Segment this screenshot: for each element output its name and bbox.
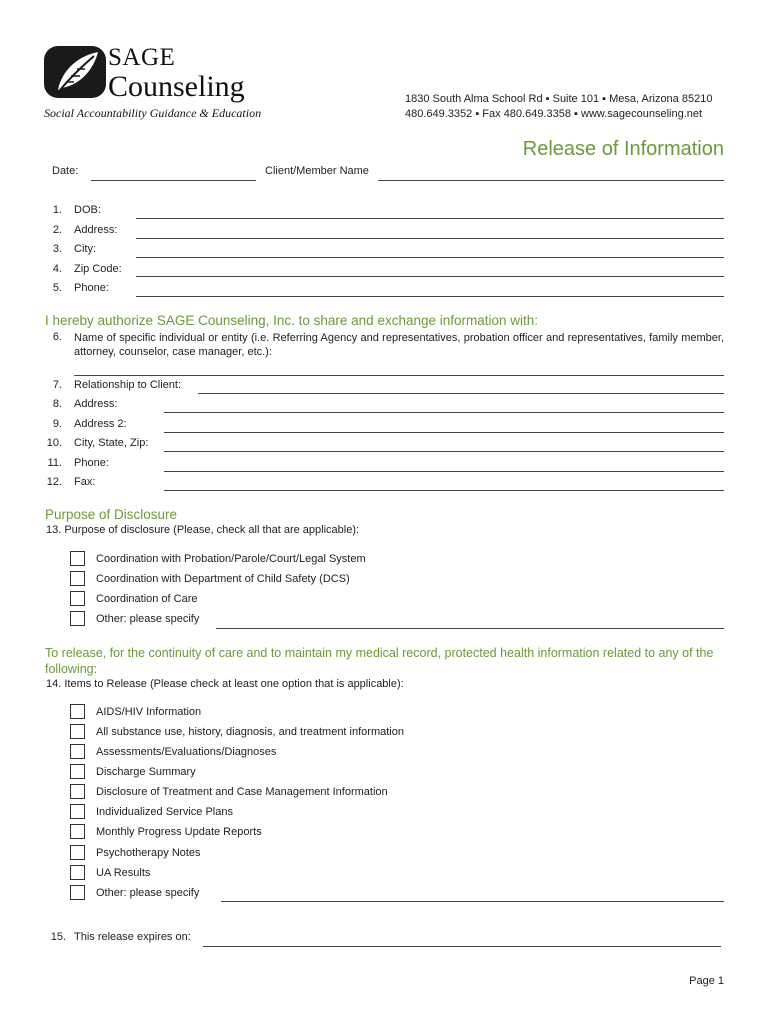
recipient-fax-field[interactable] bbox=[164, 490, 724, 491]
item-number: 15. bbox=[50, 931, 66, 943]
field-label: DOB: bbox=[74, 204, 101, 216]
item-number: 6. bbox=[52, 331, 62, 343]
logo-name-top: SAGE bbox=[108, 44, 176, 71]
item-number: 4. bbox=[52, 263, 62, 275]
recipient-phone-field[interactable] bbox=[164, 471, 724, 472]
item14-instructions: 14. Items to Release (Please check at least one option that is applicable): bbox=[46, 678, 404, 690]
item6-instructions: Name of specific individual or entity (i.e. Referring Agency and representatives, probation officer and representatives, family member, attorney, counselor, case manager, etc.): bbox=[74, 332, 724, 358]
field-label: Phone: bbox=[74, 282, 109, 294]
item-number: 3. bbox=[52, 243, 62, 255]
item-number: 2. bbox=[52, 224, 62, 236]
option-label: Other: please specify bbox=[96, 613, 200, 625]
option-label: Monthly Progress Update Reports bbox=[96, 826, 262, 838]
checkbox[interactable] bbox=[70, 704, 85, 719]
field-label: City: bbox=[74, 243, 96, 255]
item-number: 10. bbox=[46, 437, 62, 449]
logo bbox=[44, 44, 284, 124]
logo-name-bottom: Counseling bbox=[108, 70, 245, 103]
option-label: All substance use, history, diagnosis, and treatment information bbox=[96, 726, 404, 738]
page-number: Page 1 bbox=[689, 975, 724, 987]
field-label: Zip Code: bbox=[74, 263, 122, 275]
option-label: Coordination with Probation/Parole/Court/Legal System bbox=[96, 553, 366, 565]
item-number: 12. bbox=[46, 476, 62, 488]
client-name-label: Client/Member Name bbox=[265, 165, 369, 177]
item-number: 5. bbox=[52, 282, 62, 294]
dob-field[interactable] bbox=[136, 218, 724, 219]
date-label: Date: bbox=[52, 165, 79, 177]
option-label: Psychotherapy Notes bbox=[96, 847, 201, 859]
authorize-heading: I hereby authorize SAGE Counseling, Inc. to share and exchange information with: bbox=[45, 313, 539, 328]
field-label: Address: bbox=[74, 224, 118, 236]
page-title: Release of Information bbox=[522, 138, 724, 160]
checkbox[interactable] bbox=[70, 611, 85, 626]
zip-code-field[interactable] bbox=[136, 276, 724, 277]
option-label: AIDS/HIV Information bbox=[96, 706, 202, 718]
header-address: 1830 South Alma School Rd ▪ Suite 101 ▪ Mesa, Arizona 85210 bbox=[405, 93, 713, 105]
relationship-field[interactable] bbox=[198, 393, 724, 394]
checkbox[interactable] bbox=[70, 764, 85, 779]
option-label: UA Results bbox=[96, 867, 151, 879]
item-number: 1. bbox=[52, 204, 62, 216]
checkbox[interactable] bbox=[70, 845, 85, 860]
item13-instructions: 13. Purpose of disclosure (Please, check all that are applicable): bbox=[46, 524, 360, 536]
checkbox[interactable] bbox=[70, 591, 85, 606]
release-heading: To release, for the continuity of care and to maintain my medical record, protected health information related to any of the following: bbox=[45, 646, 714, 676]
checkbox[interactable] bbox=[70, 885, 85, 900]
recipient-address-field[interactable] bbox=[164, 412, 724, 413]
client-name-field[interactable] bbox=[378, 180, 724, 181]
option-label: Coordination with Department of Child Safety (DCS) bbox=[96, 573, 350, 585]
field-label: Phone: bbox=[74, 457, 109, 469]
option-label: Discharge Summary bbox=[96, 766, 196, 778]
recipient-name-field[interactable] bbox=[74, 375, 724, 376]
phone-field[interactable] bbox=[136, 296, 724, 297]
checkbox[interactable] bbox=[70, 744, 85, 759]
item-number: 7. bbox=[52, 379, 62, 391]
item-number: 9. bbox=[52, 418, 62, 430]
option-label: Assessments/Evaluations/Diagnoses bbox=[96, 746, 277, 758]
expires-label: This release expires on: bbox=[74, 931, 191, 943]
item-number: 11. bbox=[47, 457, 62, 469]
recipient-city-state-zip-field[interactable] bbox=[164, 451, 724, 452]
option-label: Disclosure of Treatment and Case Management Information bbox=[96, 786, 388, 798]
address-field[interactable] bbox=[136, 238, 724, 239]
recipient-address2-field[interactable] bbox=[164, 432, 724, 433]
logo-tagline: Social Accountability Guidance & Education bbox=[44, 106, 262, 120]
date-field[interactable] bbox=[91, 180, 256, 181]
leaf-logo-icon bbox=[44, 46, 106, 98]
city-field[interactable] bbox=[136, 257, 724, 258]
checkbox[interactable] bbox=[70, 784, 85, 799]
checkbox[interactable] bbox=[70, 724, 85, 739]
option-label: Coordination of Care bbox=[96, 593, 198, 605]
field-label: Fax: bbox=[74, 476, 96, 488]
field-label: Address: bbox=[74, 398, 118, 410]
checkbox[interactable] bbox=[70, 824, 85, 839]
field-label: City, State, Zip: bbox=[74, 437, 149, 449]
header-contact: 480.649.3352 ▪ Fax 480.649.3358 ▪ www.sagecounseling.net bbox=[405, 108, 703, 120]
option-label: Other: please specify bbox=[96, 887, 200, 899]
field-label: Relationship to Client: bbox=[74, 379, 182, 391]
checkbox[interactable] bbox=[70, 804, 85, 819]
purpose-heading: Purpose of Disclosure bbox=[45, 507, 178, 522]
release-other-field[interactable] bbox=[221, 901, 724, 902]
item-number: 8. bbox=[52, 398, 62, 410]
expires-date-field[interactable] bbox=[203, 946, 721, 947]
purpose-other-field[interactable] bbox=[216, 628, 724, 629]
checkbox[interactable] bbox=[70, 571, 85, 586]
checkbox[interactable] bbox=[70, 551, 85, 566]
field-label: Address 2: bbox=[74, 418, 127, 430]
checkbox[interactable] bbox=[70, 865, 85, 880]
option-label: Individualized Service Plans bbox=[96, 806, 233, 818]
